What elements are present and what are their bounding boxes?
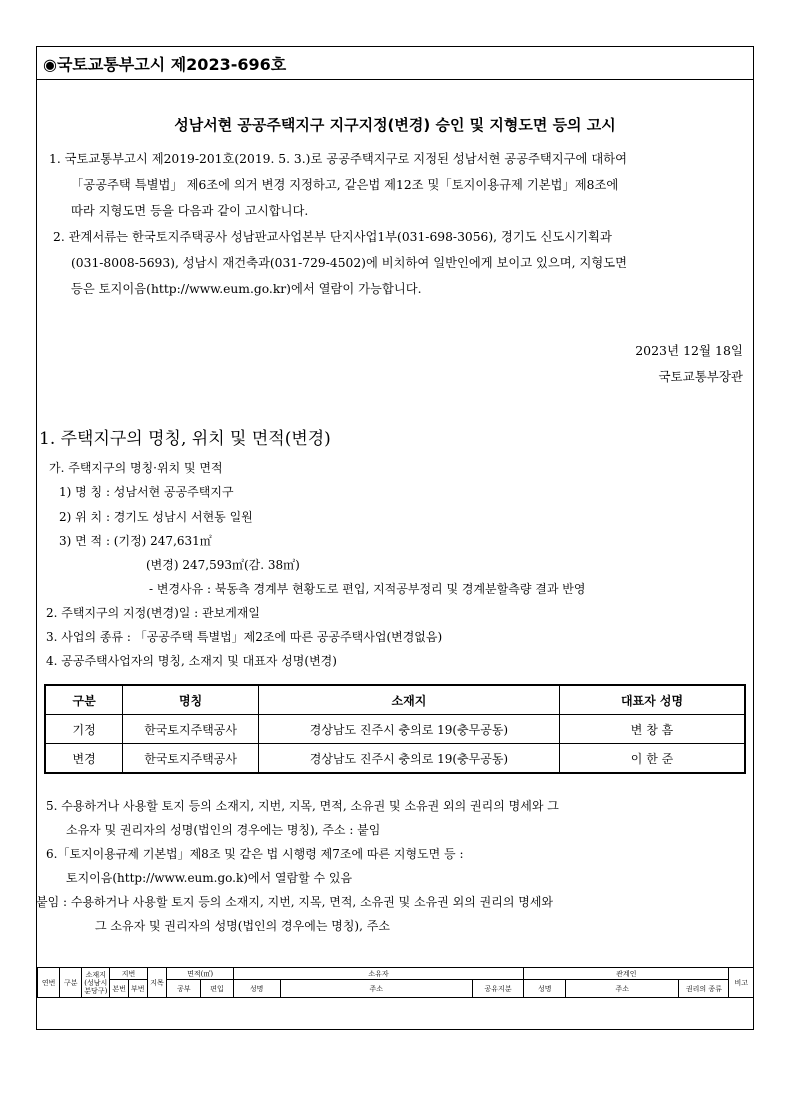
table-cell: 변경 (45, 744, 123, 774)
item-line: 3. 사업의 종류 : 「공공주택 특별법」제2조에 따른 공공주택사업(변경없음) (46, 630, 443, 644)
table-header-row (45, 685, 745, 715)
note-line: 6.「토지이용규제 기본법」제8조 및 같은 법 시행령 제7조에 따른 지형도면 등 : (46, 847, 464, 861)
note-line: 그 소유자 및 권리자의 성명(법인의 경우에는 명칭), 주소 (95, 919, 390, 933)
small-header: 성명 (233, 980, 280, 998)
intro-line: 1. 국토교통부고시 제2019-201호(2019. 5. 3.)로 공공주택지구로 지정된 성남서현 공공주택지구에 대하여 (49, 152, 627, 166)
note-line: 소유자 및 권리자의 성명(법인의 경우에는 명칭), 주소 : 붙임 (66, 823, 381, 837)
small-table-header-row (38, 968, 754, 980)
notice-title: 성남서현 공공주택지구 지구지정(변경) 승인 및 지형도면 등의 고시 (174, 116, 616, 134)
intro-line: 2. 관계서류는 한국토지주택공사 성남판교사업본부 단지사업1부(031-698-3056), 경기도 신도시기획과 (53, 230, 612, 244)
table-row (45, 715, 745, 744)
item-line: 2. 주택지구의 지정(변경)일 : 관보게재일 (46, 606, 260, 620)
notice-number: ◉국토교통부고시 제2023-696호 (43, 55, 287, 74)
land-schedule-table (37, 967, 754, 998)
small-header: 면적(㎡) (167, 968, 233, 980)
notice-date: 2023년 12월 18일 (635, 343, 743, 358)
table-cell: 이 한 준 (560, 744, 745, 774)
operator-table (44, 684, 746, 774)
table-cell: 변 창 흠 (560, 715, 745, 744)
small-header: 부번 (128, 980, 147, 998)
small-header: 본번 (110, 980, 129, 998)
signature-block (635, 338, 743, 390)
small-header: 지번 (110, 968, 147, 980)
note-line: 붙임 : 수용하거나 사용할 토지 등의 소재지, 지번, 지목, 면적, 소유권 및 소유권 외의 권리의 명세와 (36, 895, 554, 909)
note-line: 토지이음(http://www.eum.go.k)에서 열람할 수 있음 (66, 871, 353, 885)
intro-line: 「공공주택 특별법」 제6조에 의거 변경 지정하고, 같은법 제12조 및「토지이용규제 기본법」제8조에 (71, 178, 619, 192)
intro-line: (031-8008-5693), 성남시 재건축과(031-729-4502)에 비치하여 일반인에게 보이고 있으며, 지형도면 (71, 256, 628, 270)
small-header: 소재지 (성남시 분당구) (82, 968, 110, 998)
item-line: 3) 면 적 : (기정) 247,631㎡ (59, 534, 212, 548)
small-header: 비고 (729, 968, 754, 998)
item-line: 2) 위 치 : 경기도 성남시 서현동 일원 (59, 510, 253, 524)
table-cell: 한국토지주택공사 (123, 715, 259, 744)
column-header: 명칭 (123, 685, 259, 715)
small-header: 편입 (201, 980, 234, 998)
small-table-subheader-row (38, 980, 754, 998)
small-header: 주소 (280, 980, 472, 998)
small-header: 관계인 (524, 968, 729, 980)
small-header: 연번 (38, 968, 60, 998)
item-line: 가. 주택지구의 명칭·위치 및 면적 (49, 461, 223, 475)
intro-paragraph (49, 146, 627, 302)
column-header: 소재지 (258, 685, 559, 715)
intro-line: 등은 토지이음(http://www.eum.go.kr)에서 열람이 가능합니다. (71, 282, 422, 296)
small-header: 성명 (524, 980, 566, 998)
table-cell: 경상남도 진주시 충의로 19(충무공동) (258, 715, 559, 744)
item-line: (변경) 247,593㎡(감. 38㎡) (146, 558, 300, 572)
section-1-heading: 1. 주택지구의 명칭, 위치 및 면적(변경) (39, 429, 331, 449)
column-header: 구분 (45, 685, 123, 715)
small-header: 소유자 (233, 968, 523, 980)
table-cell: 기정 (45, 715, 123, 744)
note-line: 5. 수용하거나 사용할 토지 등의 소재지, 지번, 지목, 면적, 소유권 및 소유권 외의 권리의 명세와 그 (46, 799, 559, 813)
small-header: 공유지분 (472, 980, 523, 998)
table-cell: 경상남도 진주시 충의로 19(충무공동) (258, 744, 559, 774)
small-header: 권리의 종류 (679, 980, 729, 998)
column-header: 대표자 성명 (560, 685, 745, 715)
table-row (45, 744, 745, 774)
table-cell: 한국토지주택공사 (123, 744, 259, 774)
small-header: 구분 (60, 968, 82, 998)
item-line: 4. 공공주택사업자의 명칭, 소재지 및 대표자 성명(변경) (46, 654, 337, 668)
small-header: 지목 (147, 968, 167, 998)
small-header: 공부 (167, 980, 201, 998)
notice-header (37, 47, 753, 80)
intro-line: 따라 지형도면 등을 다음과 같이 고시합니다. (71, 204, 309, 218)
item-line: 1) 명 칭 : 성남서현 공공주택지구 (59, 485, 234, 499)
small-header: 주소 (566, 980, 679, 998)
minister-title: 국토교통부장관 (658, 369, 743, 384)
notice-frame (36, 46, 754, 1030)
item-line: - 변경사유 : 북동측 경계부 현황도로 편입, 지적공부정리 및 경계분할측량 결과 반영 (149, 582, 586, 596)
